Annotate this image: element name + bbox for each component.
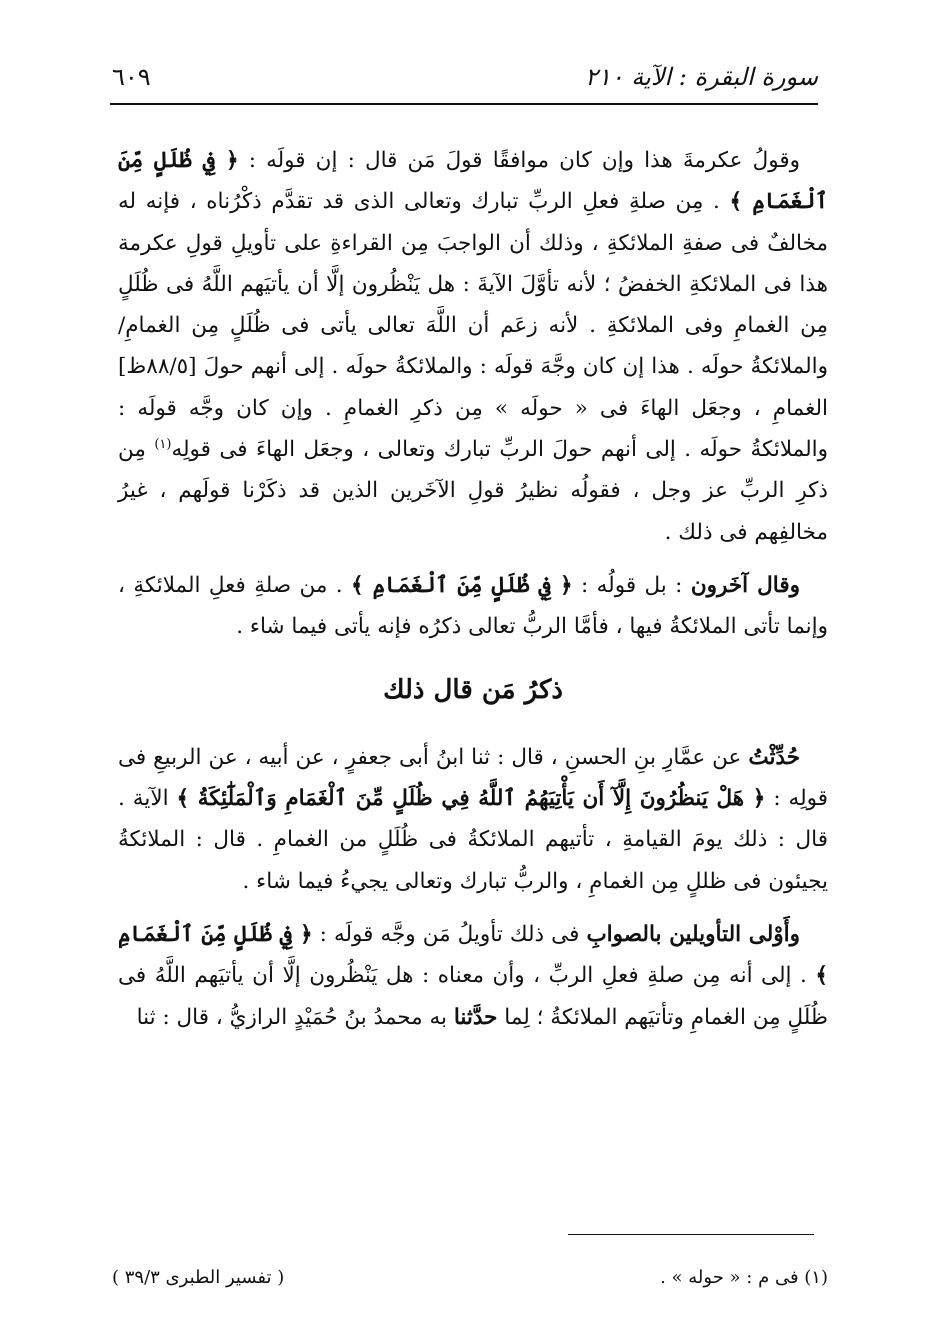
text: مِن ذكرِ الربِّ عز وجل ، فقولُه نظيرُ قولِ الآخَرين الذين قد ذكَرْنا قولَهم ، غيرُ مخالفِهم فى ذلك .: [118, 437, 828, 545]
edition-reference: ( تفسير الطبرى ٣٩/٣ ): [112, 1266, 285, 1288]
quran-verse: ﴿ فِي ظُلَلٍ مِّنَ ٱلْغَمَامِ ﴾: [118, 922, 828, 989]
paragraph-1: [118, 140, 828, 553]
text: به محمدُ بنُ حُمَيْدٍ الرازيُّ ، قال : ثنا: [136, 1004, 454, 1030]
footnote: (١) فى م : « حوله » .: [660, 1266, 828, 1288]
text: وقولُ عكرمةَ هذا وإن كان موافقًا قولَ مَن قال : إن قولَه :: [238, 148, 801, 173]
text: : بل قولُه :: [572, 572, 691, 598]
page-body: [118, 140, 828, 1038]
bold-lead: وقال آخَرون: [690, 572, 800, 598]
header-divider: [110, 103, 818, 105]
text: . من صلةِ فعلِ الملائكةِ ، وإنما تأتى الملائكةُ فيها ، فأمَّا الربُّ تعالى ذكرُه فإنه يأتى فيما شاء .: [118, 572, 828, 640]
paragraph-3: [118, 737, 828, 902]
text: الغمامِ ، وجعَل الهاءَ فى « حولَه » مِن ذكرِ الغمامِ . وإن كان وجَّه قولَه : والملائكةُ حولَه . إلى أنهم حولَ الربِّ تبارك وتعالى ، وجعَل الهاءَ فى قولِه: [118, 395, 828, 463]
quran-verse: ﴿ فِي ظُلَلٍ مِّنَ ٱلْغَمَامِ ﴾: [118, 148, 828, 215]
text: الآية . قال : ذلك يومَ القيامةِ ، تأتيهم الملائكةُ فى ظُلَلٍ من الغمامِ . قال : الملائكةُ يجيئون فى ظللٍ مِن الغمامِ ، والربُّ تبارك وتعالى يجيءُ فيما شاء .: [118, 786, 828, 894]
footnote-divider: [568, 1234, 814, 1235]
page-number: ٦٠٩: [112, 63, 151, 91]
bold-word: حدَّثنا: [453, 1004, 498, 1030]
section-heading: ذكرُ مَن قال ذلك: [383, 674, 563, 705]
quran-verse: ﴿ هَلْ يَنظُرُونَ إِلَّآ أَن يَأْتِيَهُمُ ٱللَّهُ فِي ظُلَلٍ مِّنَ ٱلْغَمَامِ وَٱلْمَلَٰٓئِكَةُ ﴾: [176, 786, 766, 812]
quran-verse: ﴿ فِي ظُلَلٍ مِّنَ ٱلْغَمَامِ ﴾: [351, 572, 573, 598]
bold-lead: وأَوْلى التأويلين بالصوابِ: [586, 922, 801, 948]
paragraph-4: [118, 914, 828, 1038]
page-header: [112, 52, 818, 102]
bold-lead: حُدِّثْتُ: [748, 744, 800, 770]
footnote-marker: (١): [154, 436, 172, 452]
manuscript-reference: [٨٨/٥ظ]: [118, 354, 197, 380]
text: . إلى أنه مِن صلةِ فعلِ الربِّ ، وأن معناه : هل يَنْظُرون إلَّا أن يأتيَهم اللَّهُ فى ظُلَلٍ مِن الغمامِ وتأتيَهم الملائكةُ ؛ لِما: [118, 963, 828, 1030]
page-footer: [112, 1262, 828, 1292]
header-title: سورة البقرة : الآية ٢١٠: [584, 63, 818, 91]
text: فى ذلك تأويلُ مَن وجَّه قولَه :: [312, 922, 587, 948]
text: عن عمَّارِ بنِ الحسنِ ، قال : ثنا ابنُ أبى جعفرٍ ، عن أبيه ، عن الربيعِ فى قولِه :: [118, 744, 829, 812]
paragraph-2: [118, 565, 828, 648]
text: . مِن صلةِ فعلِ الربِّ تبارك وتعالى الذى قد تقدَّم ذكْرُناه ، فإنه له مخالفٌ فى صفةِ الملائكةِ ، وذلك أن الواجبَ مِن القراءةِ على تأويلِ قولِ عكرمة هذا فى الملائكةِ الخفضُ ؛ لأنه تأوَّلَ الآيةَ : هل يَنْظُرون إلَّا أن يأتيَهم اللَّهُ فى ظُلَلٍ مِن الغمامِ وفى الملائكةِ . لأنه زعَم أن اللَّهَ تعالى يأتى فى ظُلَلٍ مِن الغمامِ/ والملائكةُ حولَه . هذا إن كان وجَّهَ قولَه : والملائكةُ حولَه . إلى أنهم حولَ: [118, 189, 828, 380]
